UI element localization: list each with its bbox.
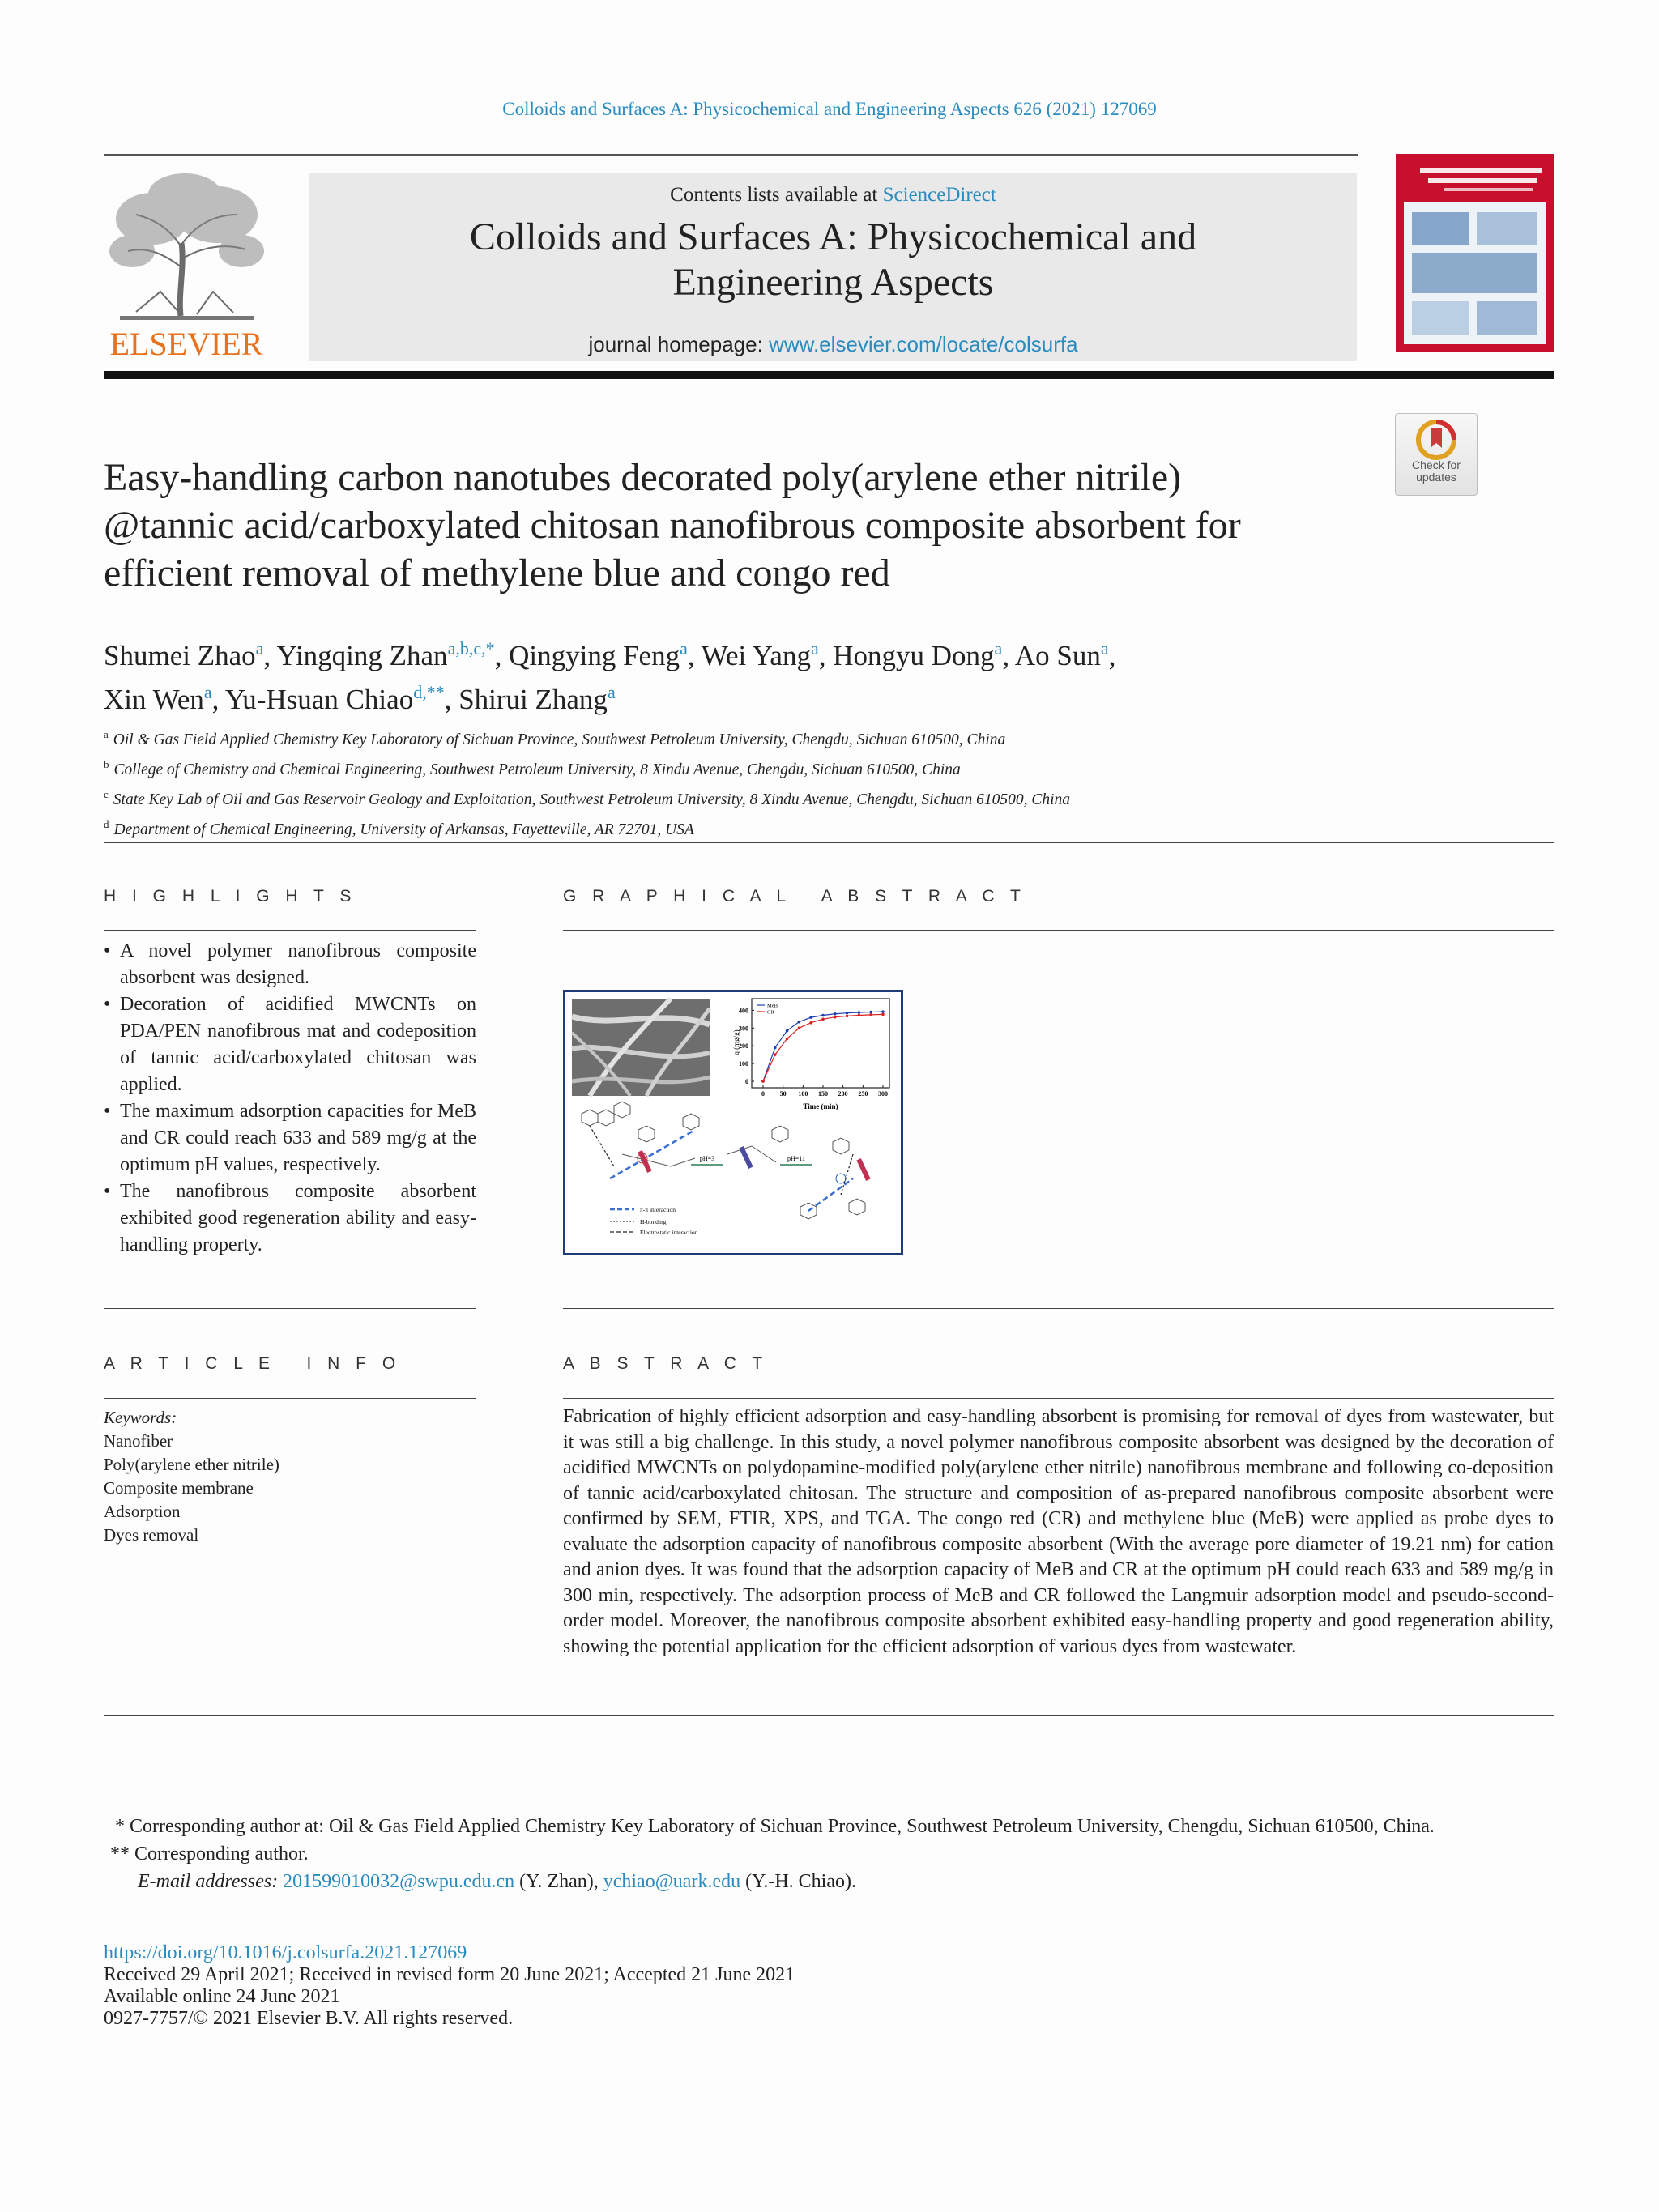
journal-name xyxy=(309,215,1357,305)
series-line-cr xyxy=(763,1014,883,1081)
doi-link[interactable]: https://doi.org/10.1016/j.colsurfa.2021.127069 xyxy=(104,1942,467,1963)
data-point-cr xyxy=(881,1013,885,1016)
author-separator: , xyxy=(444,684,459,715)
data-point-cr xyxy=(869,1013,872,1016)
affiliation-text: College of Chemistry and Chemical Engineering, Southwest Petroleum University, 8 Xindu Avenue, Chengdu, Sichuan 610500, China xyxy=(113,761,961,778)
check-for-updates-badge[interactable] xyxy=(1395,413,1478,496)
graphical-abstract-heading: G R A P H I C A L A B S T R A C T xyxy=(563,887,1026,906)
data-point-meb xyxy=(798,1021,801,1024)
author-name: Ao Sun xyxy=(1014,640,1101,671)
article-title-line2: @tannic acid/carboxylated chitosan nanofibrous composite absorbent for xyxy=(104,504,1241,547)
available-online: Available online 24 June 2021 xyxy=(104,1986,340,2007)
chart-y-tick-label: 300 xyxy=(739,1025,748,1033)
affiliation-text: Department of Chemical Engineering, University of Arkansas, Fayetteville, AR 72701, USA xyxy=(113,821,694,838)
chart-ticks xyxy=(739,1007,888,1097)
homepage-line xyxy=(309,332,1357,357)
data-point-meb xyxy=(869,1011,872,1014)
author-name: Hongyu Dong xyxy=(833,640,995,671)
copyright: 0927-7757/© 2021 Elsevier B.V. All rights reserved. xyxy=(104,2008,514,2029)
chart-y-tick-label: 0 xyxy=(745,1078,748,1085)
affiliations xyxy=(104,722,1481,842)
contents-prefix: Contents lists available at xyxy=(670,184,883,206)
legend-electrostatic-label: Electrostatic interaction xyxy=(640,1229,698,1236)
keywords xyxy=(104,1406,476,1547)
chart-x-tick-label: 150 xyxy=(818,1090,828,1097)
journal-name-line1: Colloids and Surfaces A: Physicochemical and xyxy=(469,215,1197,258)
masthead-top-rule xyxy=(104,154,1358,156)
legend-label: MeB xyxy=(767,1003,778,1009)
article-title-line3: efficient removal of methylene blue and congo red xyxy=(104,552,890,595)
keyword-item: Nanofiber xyxy=(104,1431,173,1451)
footnote-corresponding-2: ** Corresponding author. xyxy=(110,1843,309,1865)
ph11-label: pH=11 xyxy=(787,1155,805,1162)
data-point-meb xyxy=(809,1016,812,1019)
affiliation-divider xyxy=(104,842,1554,843)
affiliation-item xyxy=(104,812,1481,842)
cnt-bar-blue xyxy=(739,1146,753,1169)
data-point-cr xyxy=(821,1018,825,1021)
article-info-rule-top xyxy=(104,1398,476,1399)
author-name: Qingying Feng xyxy=(509,640,680,671)
highlights-rule-top xyxy=(104,930,476,931)
legend-hbond-label: H-bonding xyxy=(640,1218,667,1225)
affiliation-item xyxy=(104,722,1481,752)
email-owner-chiao: (Y.-H. Chiao). xyxy=(740,1871,856,1892)
author-affil-mark[interactable]: a xyxy=(255,638,264,658)
highlights-rule-bottom xyxy=(104,1308,476,1309)
affiliation-text: Oil & Gas Field Applied Chemistry Key Laboratory of Sichuan Province, Southwest Petroleum University, Chengdu, Sichuan 610500, China xyxy=(113,731,1006,748)
article-title xyxy=(104,454,1384,597)
legend-label: CR xyxy=(767,1009,774,1016)
homepage-link[interactable]: www.elsevier.com/locate/colsurfa xyxy=(769,332,1078,356)
graphical-abstract-rule-top xyxy=(563,930,1554,931)
affiliation-item xyxy=(104,752,1481,782)
author-separator: , xyxy=(494,640,510,671)
author-line-1 xyxy=(104,630,1481,674)
author-separator: , xyxy=(263,640,277,671)
author-name: Shirui Zhang xyxy=(458,684,608,715)
article-info-heading: A R T I C L E I N F O xyxy=(104,1354,402,1373)
author-affil-mark[interactable]: d,** xyxy=(413,682,445,702)
footnote-corresponding-1: * Corresponding author at: Oil & Gas Field Applied Chemistry Key Laboratory of Sichuan Province, Southwest Petroleum University, Chengdu, Sichuan 610500, China. xyxy=(115,1816,1435,1837)
keyword-item: Poly(arylene ether nitrile) xyxy=(104,1455,279,1474)
abstract-rule-top xyxy=(563,1398,1554,1399)
author-affil-mark[interactable]: a xyxy=(607,682,616,702)
journal-cover-image xyxy=(1396,154,1554,352)
elsevier-logo xyxy=(104,170,270,360)
chart-x-tick-label: 200 xyxy=(838,1090,848,1097)
data-point-cr xyxy=(761,1080,765,1083)
author-name: Yingqing Zhan xyxy=(276,640,448,671)
author-affil-mark[interactable]: a xyxy=(810,638,819,658)
chart-y-tick-label: 100 xyxy=(739,1060,748,1068)
highlight-item: • A novel polymer nanofibrous composite absorbent was designed. xyxy=(104,938,476,991)
ph3-label: pH=3 xyxy=(699,1155,715,1162)
chart-y-tick-label: 200 xyxy=(739,1042,748,1051)
sem-image xyxy=(572,999,710,1096)
author-affil-mark[interactable]: a xyxy=(994,638,1003,658)
data-point-cr xyxy=(809,1021,812,1025)
check-updates-line2: updates xyxy=(1416,471,1456,484)
author-name: Xin Wen xyxy=(104,684,204,715)
chart-y-axis-label: q (mg/g) xyxy=(732,1029,740,1055)
check-updates-line1: Check for xyxy=(1412,458,1461,471)
author-affil-mark[interactable]: a xyxy=(203,682,212,702)
highlights-list xyxy=(104,938,476,1259)
check-updates-icon xyxy=(1396,417,1477,462)
data-point-cr xyxy=(798,1026,801,1029)
data-point-meb xyxy=(846,1012,849,1015)
data-point-cr xyxy=(858,1014,861,1017)
author-name: Shumei Zhao xyxy=(104,640,256,671)
highlight-item: • The nanofibrous composite absorbent exhibited good regeneration ability and easy-handling property. xyxy=(104,1178,476,1259)
email-owner-zhan: (Y. Zhan), xyxy=(514,1871,603,1892)
chart-x-tick-label: 0 xyxy=(761,1090,765,1097)
running-header[interactable]: Colloids and Surfaces A: Physicochemical and Engineering Aspects 626 (2021) 127069 xyxy=(502,99,1157,119)
graphical-abstract-svg xyxy=(565,992,901,1253)
elsevier-tree-icon xyxy=(104,170,270,360)
keyword-item: Composite membrane xyxy=(104,1478,254,1498)
author-line-2 xyxy=(104,674,1481,718)
journal-cover-thumbnail[interactable] xyxy=(1396,154,1554,352)
abstract-rule-bottom xyxy=(104,1715,1554,1716)
data-point-meb xyxy=(774,1046,777,1050)
data-point-cr xyxy=(786,1038,789,1041)
article-front-matter xyxy=(104,1942,1554,2030)
author-list xyxy=(104,630,1481,718)
keywords-label: Keywords: xyxy=(104,1408,177,1427)
legend-pi-label: π-π interaction xyxy=(640,1206,676,1213)
chart-series xyxy=(761,1010,885,1082)
author-affil-mark[interactable]: a,b,c,* xyxy=(447,638,495,658)
author-separator: , xyxy=(1002,640,1015,671)
masthead-bottom-rule xyxy=(104,371,1554,379)
data-point-meb xyxy=(858,1011,861,1014)
footnotes xyxy=(104,1813,1554,1895)
abstract-heading: A B S T R A C T xyxy=(563,1354,769,1373)
electrostatic-arrow xyxy=(841,1154,853,1195)
data-point-meb xyxy=(786,1029,789,1033)
elsevier-wordmark: ELSEVIER xyxy=(109,326,263,360)
affiliation-mark: c xyxy=(104,788,109,800)
author-affil-mark[interactable]: a xyxy=(680,638,688,658)
sciencedirect-link[interactable]: ScienceDirect xyxy=(882,184,996,206)
highlight-item: • The maximum adsorption capacities for MeB and CR could reach 633 and 589 mg/g at the optimum pH values, respectively. xyxy=(104,1098,476,1178)
email-link-zhan[interactable]: 201599010032@swpu.edu.cn xyxy=(283,1871,515,1892)
graphical-abstract-rule-bottom xyxy=(563,1308,1554,1309)
check-updates-label xyxy=(1396,459,1477,484)
affiliation-text: State Key Lab of Oil and Gas Reservoir Geology and Exploitation, Southwest Petroleum University, 8 Xindu Avenue, Chengdu, Sichuan 610500, China xyxy=(113,791,1071,808)
author-separator: , xyxy=(211,684,225,715)
data-point-cr xyxy=(834,1016,837,1019)
mechanism-schematic xyxy=(582,1102,865,1219)
affiliation-mark: a xyxy=(104,728,109,740)
author-separator: , xyxy=(1108,640,1116,671)
received-dates: Received 29 April 2021; Received in revised form 20 June 2021; Accepted 21 June 2021 xyxy=(104,1964,795,1985)
article-title-line1: Easy-handling carbon nanotubes decorated poly(arylene ether nitrile) xyxy=(104,456,1182,499)
author-separator: , xyxy=(818,640,834,671)
chart-legend xyxy=(757,1004,778,1016)
affiliation-item xyxy=(104,782,1481,812)
email-link-chiao[interactable]: ychiao@uark.edu xyxy=(603,1871,741,1892)
h-bond-arrow xyxy=(590,1126,614,1166)
keyword-item: Dyes removal xyxy=(104,1525,199,1545)
keyword-item: Adsorption xyxy=(104,1502,181,1521)
chart-x-tick-label: 50 xyxy=(779,1090,787,1097)
cnt-bar-red-2 xyxy=(856,1158,870,1181)
email-label: E-mail addresses: xyxy=(138,1871,279,1892)
abstract-body: Fabrication of highly efficient adsorption and easy-handling absorbent is promising for removal of dyes from wastewater, but it was still a big challenge. In this study, a novel polymer nanofibrous composite absorbent was designed by the decoration of acidified MWCNTs on polydopamine-modified poly(arylene ether nitrile) nanofibrous membrane and following co-deposition of tannic acid/carboxylated chitosan. The structure and composition of as-prepared nanofibrous composite absorbent were confirmed by SEM, FTIR, XPS, and TGA. The congo red (CR) and methylene blue (MeB) were applied as probe dyes to evaluate the adsorption capacity of nanofibrous composite absorbent (With the average pore diameter of 19.21 nm) for cation and anion dyes. It was found that the adsorption capacity of MeB and CR at the optimum pH could reach 633 and 589 mg/g in 300 min, respectively. The adsorption process of MeB and CR followed the Langmuir adsorption model and pseudo-second-order model. Moreover, the nanofibrous composite absorbent exhibited easy-handling property and good regeneration ability, showing the potential application for the efficient adsorption of various dyes from wastewater. xyxy=(563,1406,1554,1657)
data-point-meb xyxy=(834,1012,837,1016)
chart-x-tick-label: 100 xyxy=(798,1090,808,1097)
affiliation-mark: d xyxy=(104,818,109,830)
chart-x-tick-label: 300 xyxy=(878,1090,888,1097)
graphical-abstract-figure[interactable] xyxy=(563,990,903,1255)
author-name: Yu-Hsuan Chiao xyxy=(224,684,414,715)
highlights-heading: H I G H L I G H T S xyxy=(104,887,357,906)
data-point-meb xyxy=(821,1014,825,1017)
footnote-emails xyxy=(104,1868,1554,1895)
adsorption-kinetics-chart xyxy=(732,999,889,1110)
author-separator: , xyxy=(687,640,702,671)
homepage-prefix: journal homepage: xyxy=(588,332,770,356)
data-point-cr xyxy=(774,1053,777,1056)
affiliation-mark: b xyxy=(104,758,109,770)
data-point-cr xyxy=(846,1015,849,1018)
data-point-meb xyxy=(881,1010,885,1013)
chart-y-tick-label: 400 xyxy=(739,1007,748,1015)
contents-line xyxy=(309,184,1357,207)
author-affil-mark[interactable]: a xyxy=(1100,638,1109,658)
author-name: Wei Yang xyxy=(701,640,811,671)
journal-name-line2: Engineering Aspects xyxy=(672,261,994,304)
highlight-item: • Decoration of acidified MWCNTs on PDA/PEN nanofibrous mat and codeposition of tannic acid/carboxylated chitosan was applied. xyxy=(104,991,476,1098)
chart-x-tick-label: 250 xyxy=(858,1090,868,1097)
masthead-banner xyxy=(309,173,1357,361)
chart-x-axis-label: Time (min) xyxy=(803,1102,838,1110)
